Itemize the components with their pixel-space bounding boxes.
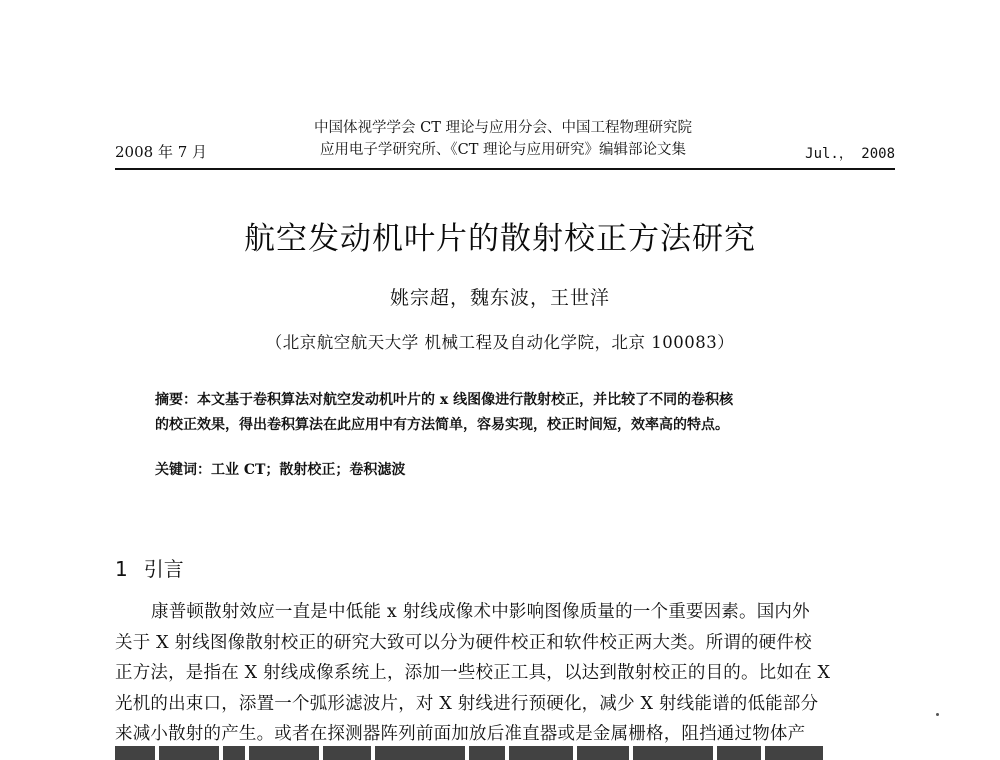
paper-title: 航空发动机叶片的散射校正方法研究: [244, 221, 756, 257]
abstract-line-1: [155, 388, 875, 413]
body-line: 正方法，是指在 X 射线成像系统上，添加一些校正工具，以达到散射校正的目的。比如在 X: [115, 663, 831, 683]
header-publisher-line-1: 中国体视学学会 CT 理论与应用分会、中国工程物理研究院: [314, 120, 692, 136]
section-heading: [115, 553, 184, 582]
body-text: [115, 597, 895, 750]
section-number: 1: [115, 557, 128, 581]
paper-affiliation: （北京航空航天大学 机械工程及自动化学院，北京 100083）: [265, 333, 735, 352]
body-line: 光机的出束口，添置一个弧形滤波片，对 X 射线进行预硬化，减少 X 射线能谱的低能部分: [115, 693, 819, 714]
header-publisher-line-2: 应用电子学研究所、《CT 理论与应用研究》编辑部论文集: [319, 142, 687, 158]
header-publisher: [283, 117, 723, 161]
abstract-label: 摘要：: [155, 392, 197, 408]
keywords: [155, 459, 875, 479]
abstract: [155, 388, 875, 438]
body-line: 关于 X 射线图像散射校正的研究大致可以分为硬件校正和软件校正两大类。所谓的硬件校: [115, 632, 812, 653]
running-header: [115, 117, 895, 169]
header-date-left: 2008 年 7 月: [115, 143, 208, 161]
header-date-right: Jul.， 2008: [805, 146, 895, 162]
scan-speck: [936, 713, 939, 716]
body-line: 来减小散射的产生。或者在探测器阵列前面加放后准直器或是金属栅格，阻挡通过物体产: [115, 724, 806, 744]
cut-off-text-line: [115, 746, 895, 760]
paper-authors: 姚宗超，魏东波，王世洋: [389, 287, 610, 309]
keywords-label: 关键词：: [155, 462, 211, 478]
abstract-line-2: 的校正效果，得出卷积算法在此应用中有方法简单，容易实现，校正时间短，效率高的特点。: [155, 417, 729, 433]
abstract-text-1: 本文基于卷积算法对航空发动机叶片的 x 线图像进行散射校正，并比较了不同的卷积核: [197, 392, 734, 408]
body-line: 康普顿散射效应一直是中低能 x 射线成像术中影响图像质量的一个重要因素。国内外: [151, 602, 810, 622]
keywords-text: 工业 CT；散射校正；卷积滤波: [211, 462, 406, 478]
section-title: 引言: [143, 557, 184, 581]
header-rule: [115, 168, 895, 170]
